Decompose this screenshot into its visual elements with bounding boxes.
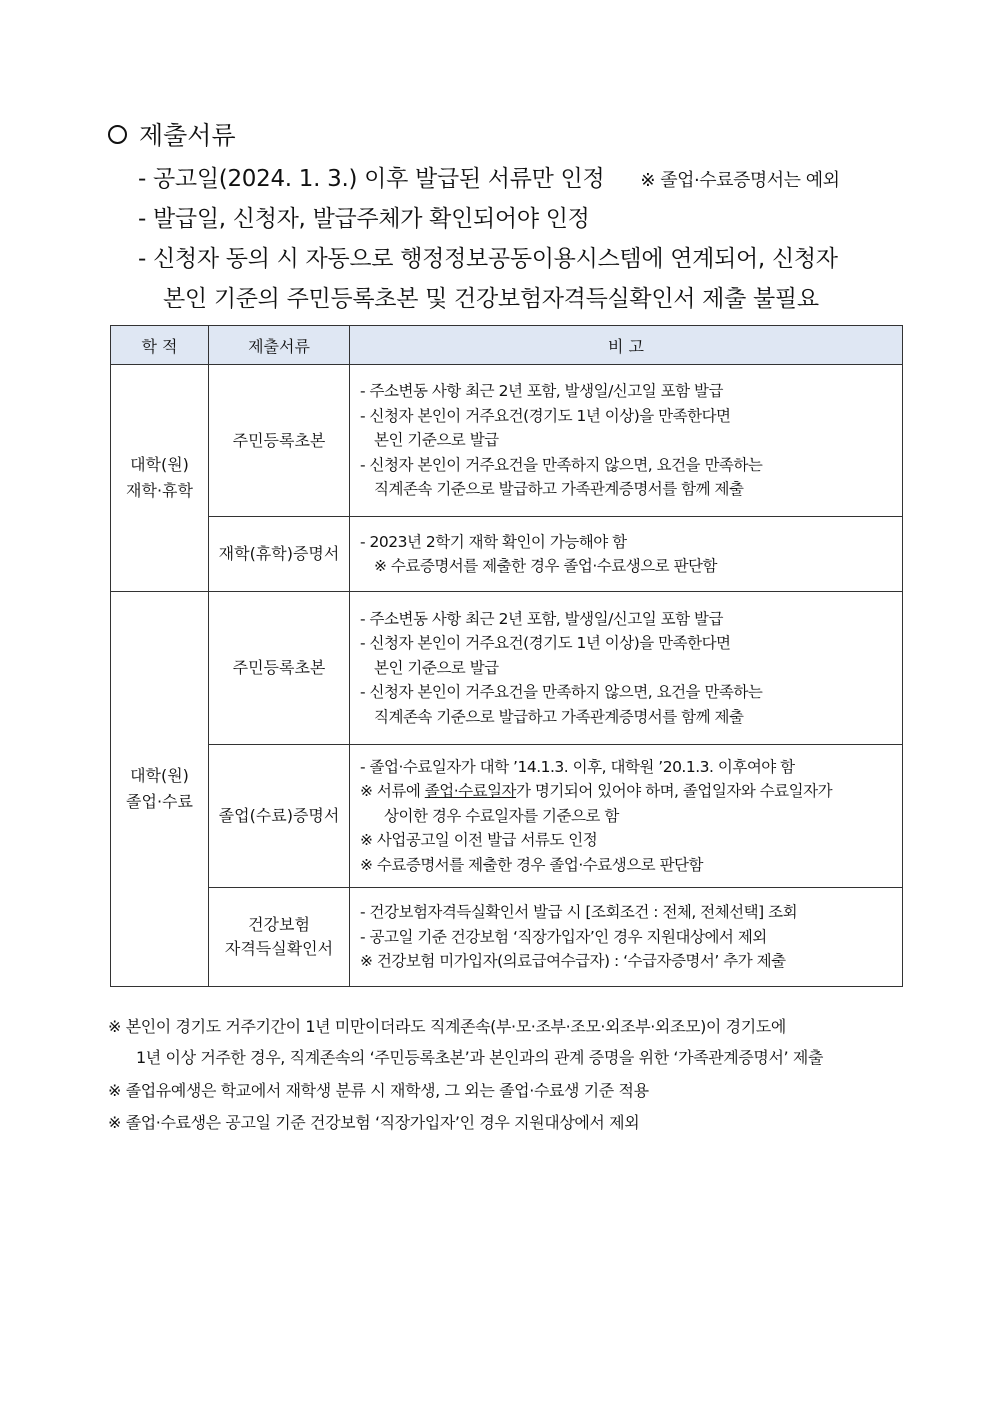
remarks-cell: - 주소변동 사항 최근 2년 포함, 발생일/신고일 포함 발급 - 신청자 본인이 거주요건(경기도 1년 이상)을 만족한다면 본인 기준으로 발급 - 신청자 본인이 거주요건을 만족하지 않으면, 요건을 만족하는 직계존속 기준으로 발급하고 가족관계증명서를 함께 제출 — [350, 592, 903, 745]
bullet-3-cont: 본인 기준의 주민등록초본 및 건강보험자격득실확인서 제출 불필요 — [163, 286, 819, 312]
header-remarks: 비 고 — [350, 326, 903, 365]
doc-resident-abstract: 주민등록초본 — [209, 592, 350, 745]
bullet-3: - 신청자 동의 시 자동으로 행정정보공동이용시스템에 연계되어, 신청자 — [138, 246, 838, 272]
remarks-cell: - 2023년 2학기 재학 확인이 가능해야 함 ※ 수료증명서를 제출한 경우 졸업·수료생으로 판단함 — [350, 517, 903, 592]
bullet-1-note: ※ 졸업·수료증명서는 예외 — [640, 170, 840, 191]
remarks-cell: - 주소변동 사항 최근 2년 포함, 발생일/신고일 포함 발급 - 신청자 본인이 거주요건(경기도 1년 이상)을 만족한다면 본인 기준으로 발급 - 신청자 본인이 거주요건을 만족하지 않으면, 요건을 만족하는 직계존속 기준으로 발급하고 가족관계증명서를 함께 제출 — [350, 365, 903, 517]
remarks-cell: - 졸업·수료일자가 대학 ’14.1.3. 이후, 대학원 ’20.1.3. 이후여야 함 ※ 서류에 졸업·수료일자가 명기되어 있어야 하며, 졸업일자와 수료일자가 상이한 경우 수료일자를 기준으로 함 ※ 사업공고일 이전 발급 서류도 인정 ※ 수료증명서를 제출한 경우 졸업·수료생으로 판단함 — [350, 745, 903, 888]
table-row — [111, 517, 903, 592]
footnote-1-cont: 1년 이상 거주한 경우, 직계존속의 ‘주민등록초본’과 본인과의 관계 증명을 위한 ‘가족관계증명서’ 제출 — [136, 1048, 823, 1067]
category-enrolled: 대학(원) 재학·휴학 — [111, 365, 209, 592]
footnote-3: ※ 졸업·수료생은 공고일 기준 건강보험 ‘직장가입자’인 경우 지원대상에서 제외 — [108, 1113, 640, 1132]
doc-graduation-certificate: 졸업(수료)증명서 — [209, 745, 350, 888]
footnote-1: ※ 본인이 경기도 거주기간이 1년 미만이더라도 직계존속(부·모·조부·조모·외조부·외조모)이 경기도에 — [108, 1017, 786, 1036]
category-graduated: 대학(원) 졸업·수료 — [111, 592, 209, 987]
table-row — [111, 592, 903, 745]
table-row — [111, 745, 903, 888]
table-row — [111, 888, 903, 987]
doc-enrollment-certificate: 재학(휴학)증명서 — [209, 517, 350, 592]
bullet-1: - 공고일(2024. 1. 3.) 이후 발급된 서류만 인정 ※ 졸업·수료증명서는 예외 — [138, 166, 840, 192]
circle-bullet-icon — [108, 125, 127, 144]
table-header-row — [111, 326, 903, 365]
documents-table — [110, 325, 903, 987]
bullet-2: - 발급일, 신청자, 발급주체가 확인되어야 인정 — [138, 206, 590, 232]
remarks-cell: - 건강보험자격득실확인서 발급 시 [조회조건 : 전체, 전체선택] 조회 - 공고일 기준 건강보험 ‘직장가입자’인 경우 지원대상에서 제외 ※ 건강보험 미가입자(의료급여수급자) : ‘수급자증명서’ 추가 제출 — [350, 888, 903, 987]
table-row — [111, 365, 903, 517]
footnote-2: ※ 졸업유예생은 학교에서 재학생 분류 시 재학생, 그 외는 졸업·수료생 기준 적용 — [108, 1081, 649, 1100]
doc-health-insurance-certificate: 건강보험 자격득실확인서 — [209, 888, 350, 987]
header-documents: 제출서류 — [209, 326, 350, 365]
header-status: 학 적 — [111, 326, 209, 365]
section-title-text: 제출서류 — [139, 121, 236, 150]
doc-resident-abstract: 주민등록초본 — [209, 365, 350, 517]
section-title — [108, 116, 236, 152]
